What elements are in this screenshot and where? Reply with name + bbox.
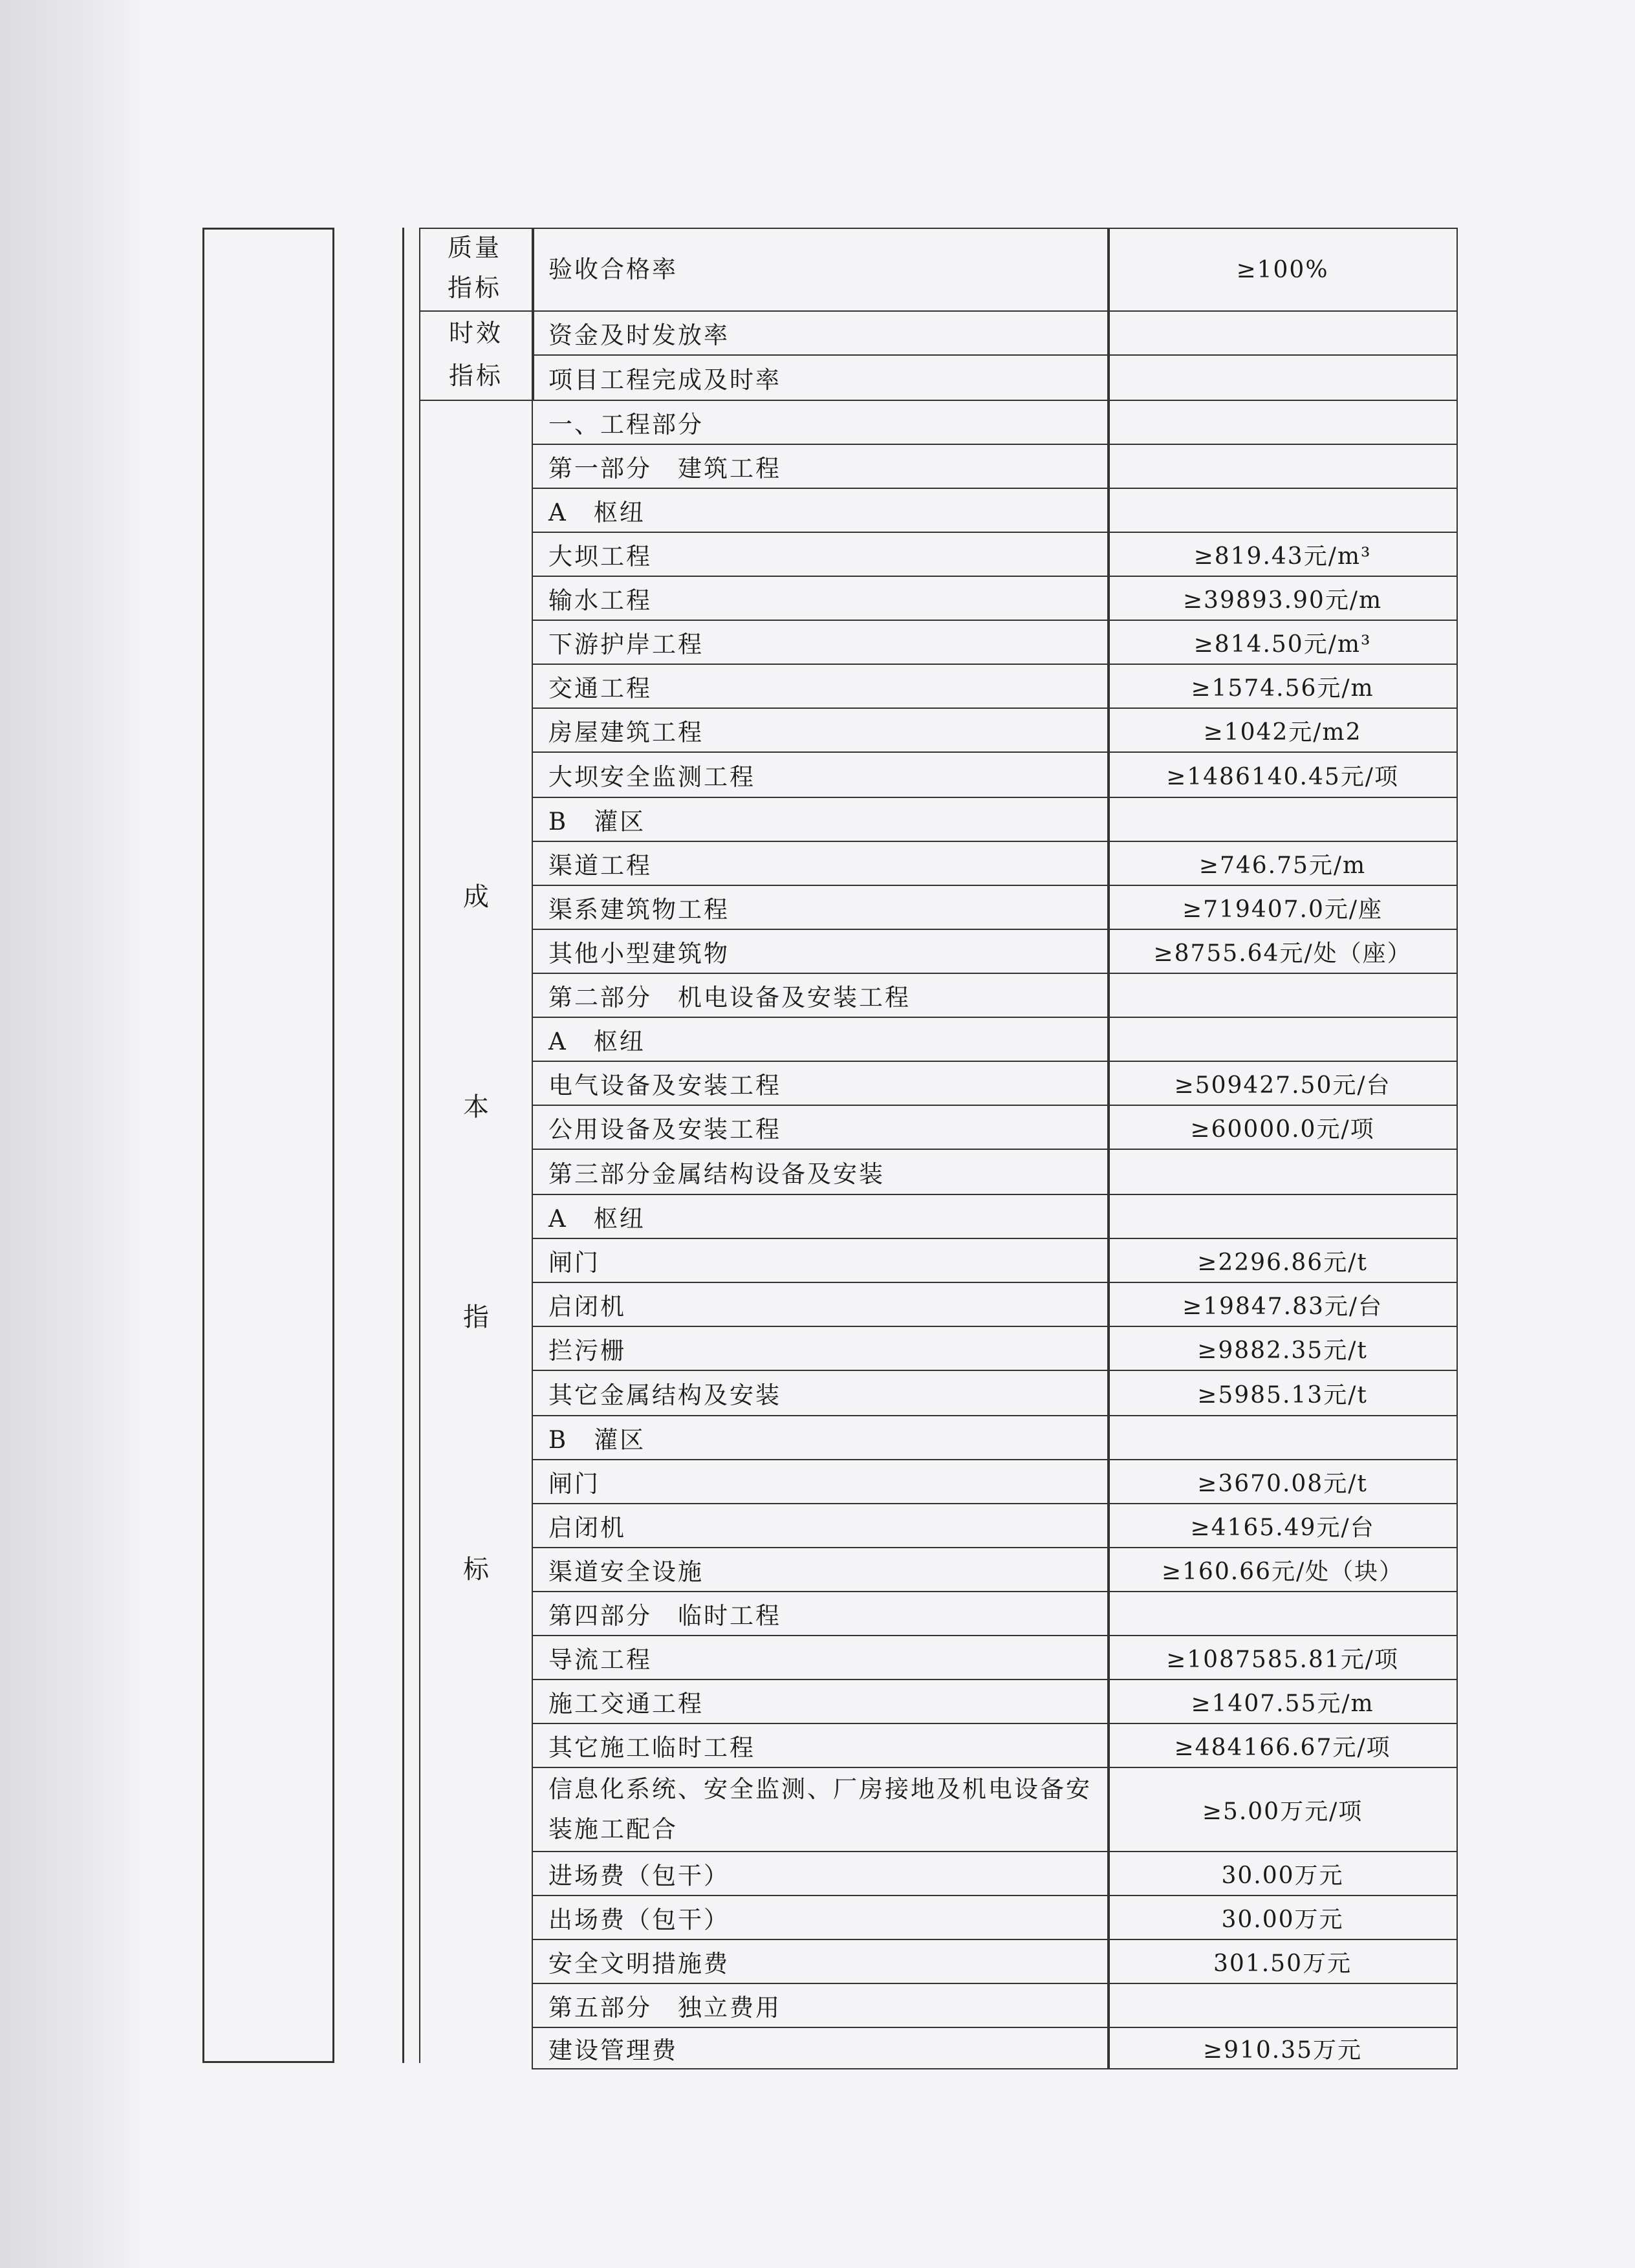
- table-row-item: 一、工程部分: [532, 400, 1110, 445]
- category-quality: 质量指标: [447, 233, 502, 302]
- table-row-item: 第二部分 机电设备及安装工程: [532, 973, 1110, 1018]
- table-row-value: 30.00万元: [1107, 1895, 1458, 1940]
- table-row-item: 进场费（包干）: [532, 1851, 1110, 1896]
- table-row-value: ≥484166.67元/项: [1107, 1723, 1458, 1768]
- table-row-item: 验收合格率: [532, 228, 1110, 312]
- table-row-item: 渠道安全设施: [532, 1547, 1110, 1592]
- table-row-value: ≥100%: [1107, 228, 1458, 312]
- page-shadow: [0, 0, 149, 2268]
- table-row-value: [1107, 1591, 1458, 1636]
- table-row-value: ≥1087585.81元/项: [1107, 1635, 1458, 1680]
- table-row-value: ≥160.66元/处（块）: [1107, 1547, 1458, 1592]
- table-row-item: 渠系建筑物工程: [532, 885, 1110, 930]
- table-row-item: 第一部分 建筑工程: [532, 444, 1110, 489]
- table-row-value: ≥1042元/m2: [1107, 707, 1458, 753]
- table-row-item: 启闭机: [532, 1503, 1110, 1548]
- table-row-value: [1107, 488, 1458, 533]
- category-cost-char-3: 指: [463, 1302, 489, 1332]
- table-row-item: 大坝工程: [532, 532, 1110, 577]
- table-row-value: ≥3670.08元/t: [1107, 1459, 1458, 1504]
- table-row-value: [1107, 400, 1458, 445]
- table-row-value: [1107, 797, 1458, 842]
- table-row-item: B 灌区: [532, 1415, 1110, 1460]
- table-row-item: 第五部分 独立费用: [532, 1983, 1110, 2028]
- table-row-item: 闸门: [532, 1459, 1110, 1504]
- table-row-value: ≥814.50元/m³: [1107, 620, 1458, 665]
- table-row-item: 输水工程: [532, 576, 1110, 621]
- category-cost-char-1: 成: [463, 882, 489, 912]
- table-row-item: 资金及时发放率: [532, 310, 1110, 356]
- table-row-item: 房屋建筑工程: [532, 707, 1110, 753]
- table-row-value: ≥2296.86元/t: [1107, 1238, 1458, 1283]
- category-column-timeliness-box: [419, 310, 534, 401]
- category-timeliness-line1: 时效: [448, 319, 503, 347]
- table-row-value: 30.00万元: [1107, 1851, 1458, 1896]
- table-row-value: ≥8755.64元/处（座）: [1107, 929, 1458, 974]
- category-column-quality-box: [419, 228, 534, 312]
- table-row-item: 导流工程: [532, 1635, 1110, 1680]
- table-row-value: 301.50万元: [1107, 1939, 1458, 1984]
- table-row-item: 项目工程完成及时率: [532, 354, 1110, 401]
- table-row-item: 闸门: [532, 1238, 1110, 1283]
- table-row-value: ≥819.43元/m³: [1107, 532, 1458, 577]
- table-row-value: [1107, 444, 1458, 489]
- table-row-item: 电气设备及安装工程: [532, 1061, 1110, 1106]
- table-row-value: [1107, 1017, 1458, 1062]
- table-row-item: 第三部分金属结构设备及安装: [532, 1149, 1110, 1195]
- table-row-item: 公用设备及安装工程: [532, 1105, 1110, 1150]
- table-row-item: 施工交通工程: [532, 1679, 1110, 1724]
- table-row-item: 启闭机: [532, 1282, 1110, 1327]
- category-timeliness-line2: 指标: [448, 362, 503, 390]
- table-row-value: ≥60000.0元/项: [1107, 1105, 1458, 1150]
- table-row-item: 交通工程: [532, 664, 1110, 709]
- table-row-item: 建设管理费: [532, 2027, 1110, 2069]
- outer-divider-line: [402, 228, 404, 2063]
- table-row-value: [1107, 973, 1458, 1018]
- table-row-value: ≥5.00万元/项: [1107, 1767, 1458, 1852]
- table-row-value: ≥509427.50元/台: [1107, 1061, 1458, 1106]
- table-row-value: ≥910.35万元: [1107, 2027, 1458, 2069]
- table-row-item: 第四部分 临时工程: [532, 1591, 1110, 1636]
- table-row-item: A 枢纽: [532, 488, 1110, 533]
- table-row-value: [1107, 1983, 1458, 2028]
- table-row-value: ≥746.75元/m: [1107, 841, 1458, 886]
- category-cost-char-2: 本: [463, 1092, 489, 1122]
- table-row-value: [1107, 1194, 1458, 1239]
- table-row-item: 信息化系统、安全监测、厂房接地及机电设备安装施工配合: [532, 1767, 1110, 1852]
- table-row-value: ≥719407.0元/座: [1107, 885, 1458, 930]
- category-column-cost-box: [419, 400, 534, 2063]
- table-row-value: [1107, 310, 1458, 356]
- table-row-item: 出场费（包干）: [532, 1895, 1110, 1940]
- table-row-value: ≥9882.35元/t: [1107, 1326, 1458, 1371]
- table-row-item: 渠道工程: [532, 841, 1110, 886]
- table-row-value: ≥19847.83元/台: [1107, 1282, 1458, 1327]
- table-row-value: ≥4165.49元/台: [1107, 1503, 1458, 1548]
- table-row-item: 其他小型建筑物: [532, 929, 1110, 974]
- table-row-value: ≥1407.55元/m: [1107, 1679, 1458, 1724]
- table-row-value: ≥39893.90元/m: [1107, 576, 1458, 621]
- table-row-item: B 灌区: [532, 797, 1110, 842]
- table-row-item: A 枢纽: [532, 1194, 1110, 1239]
- table-row-value: ≥5985.13元/t: [1107, 1370, 1458, 1416]
- table-row-item: A 枢纽: [532, 1017, 1110, 1062]
- table-row-item: 其它施工临时工程: [532, 1723, 1110, 1768]
- table-row-item: 拦污栅: [532, 1326, 1110, 1371]
- outer-blank-column: [202, 228, 334, 2063]
- table-row-value: ≥1574.56元/m: [1107, 664, 1458, 709]
- table-row-value: ≥1486140.45元/项: [1107, 751, 1458, 798]
- table-row-item: 下游护岸工程: [532, 620, 1110, 665]
- category-cost-char-4: 标: [463, 1555, 489, 1584]
- table-row-item: 其它金属结构及安装: [532, 1370, 1110, 1416]
- table-row-value: [1107, 1415, 1458, 1460]
- table-row-value: [1107, 354, 1458, 401]
- table-row-value: [1107, 1149, 1458, 1195]
- table-row-item: 安全文明措施费: [532, 1939, 1110, 1984]
- table-row-item: 大坝安全监测工程: [532, 751, 1110, 798]
